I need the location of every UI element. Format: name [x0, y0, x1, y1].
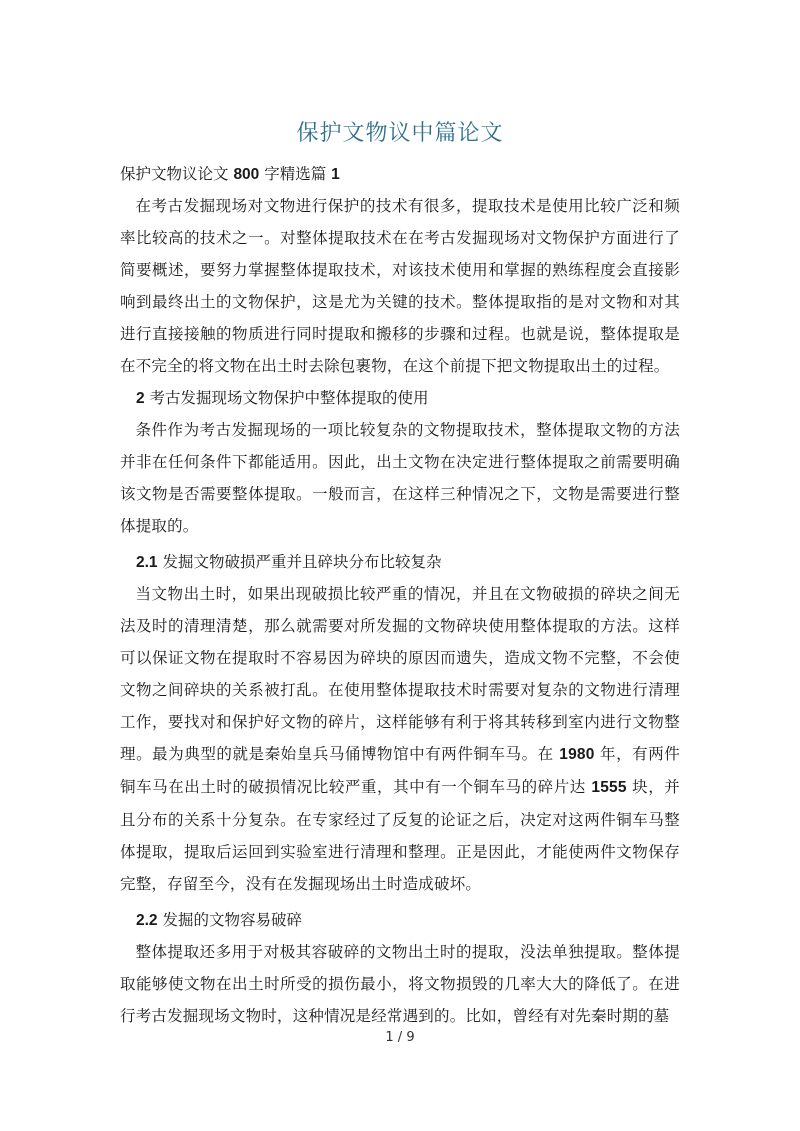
section-number: 2.1 — [136, 554, 158, 571]
subtitle-number: 1 — [331, 166, 340, 183]
section-heading-2-2 — [120, 904, 680, 936]
year-value: 1980 — [559, 746, 595, 763]
section-number: 2 — [136, 390, 145, 407]
section-title: 发掘文物破损严重并且碎块分布比较复杂 — [157, 553, 442, 571]
paragraph-intro: 在考古发掘现场对文物进行保护的技术有很多，提取技术是使用比较广泛和频率比较高的技术之一。对整体提取技术在在考古发掘现场对文物保护方面进行了简要概述，要努力掌握整体提取技术，对该技术使用和掌握的熟练程度会直接影响到最终出土的文物保护，这是尤为关键的技术。整体提取指的是对文物和对其进行直接接触的物质进行同时提取和搬移的步骤和过程。也就是说，整体提取是在不完全的将文物在出土时去除包裹物，在这个前提下把文物提取出土的过程。 — [120, 197, 680, 375]
text-part: 年，有两件铜车马在出土时的破损情况比较严重，其中有一个铜车马的碎片达 — [120, 745, 680, 796]
text-part: 块，并且分布的关系十分复杂。在专家经过了反复的论证之后，决定对这两件铜车马整体提取，提取后运回到实验室进行清理和整理。正是因此，才能使两件文物保存完整，存留至今，没有在发掘现场出土时造成破坏。 — [120, 778, 680, 893]
subtitle-text: 保护文物议论文 — [120, 165, 234, 183]
article-subtitle — [120, 158, 680, 190]
section-title: 发掘的文物容易破碎 — [157, 911, 302, 929]
paragraph-bronze-chariots — [120, 578, 680, 900]
subtitle-word-count: 800 — [233, 166, 260, 183]
page-number: 1 / 9 — [385, 1030, 415, 1045]
section-heading-2-1 — [120, 546, 680, 578]
paragraph-conditions: 条件作为考古发掘现场的一项比较复杂的文物提取技术，整体提取文物的方法并非在任何条件下都能适用。因此，出土文物在决定进行整体提取之前需要明确该文物是否需要整体提取。一般而言，在这样三种情况之下，文物是需要进行整体提取的。 — [120, 421, 680, 535]
document-body — [120, 158, 680, 1032]
text-part: 当文物出土时，如果出现破损比较严重的情况，并且在文物破损的碎块之间无法及时的清理清楚，那么就需要对所发掘的文物碎块使用整体提取的方法。这样可以保证文物在提取时不容易因为碎块的原因而遗失，造成文物不完整，不会使文物之间碎块的关系被打乱。在使用整体提取技术时需要对复杂的文物进行清理工作，要找对和保护好文物的碎片，这样能够有利于将其转移到室内进行文物整理。最为典型的就是秦始皇兵马俑博物馆中有两件铜车马。在 — [120, 585, 680, 763]
subtitle-mid: 字精选篇 — [259, 165, 332, 183]
paragraph-fragile: 整体提取还多用于对极其容破碎的文物出土时的提取，没法单独提取。整体提取能够使文物在出土时所受的损伤最小，将文物损毁的几率大大的降低了。在进行考古发掘现场文物时，这种情况是经常遇到的。比如，曾经有对先秦时期的墓 — [120, 943, 680, 1025]
document-title: 保护文物议中篇论文 — [296, 121, 504, 146]
section-title: 考古发掘现场文物保护中整体提取的使用 — [144, 389, 429, 407]
section-heading-2 — [120, 382, 680, 414]
section-number: 2.2 — [136, 912, 158, 929]
fragment-count: 1555 — [591, 779, 627, 796]
